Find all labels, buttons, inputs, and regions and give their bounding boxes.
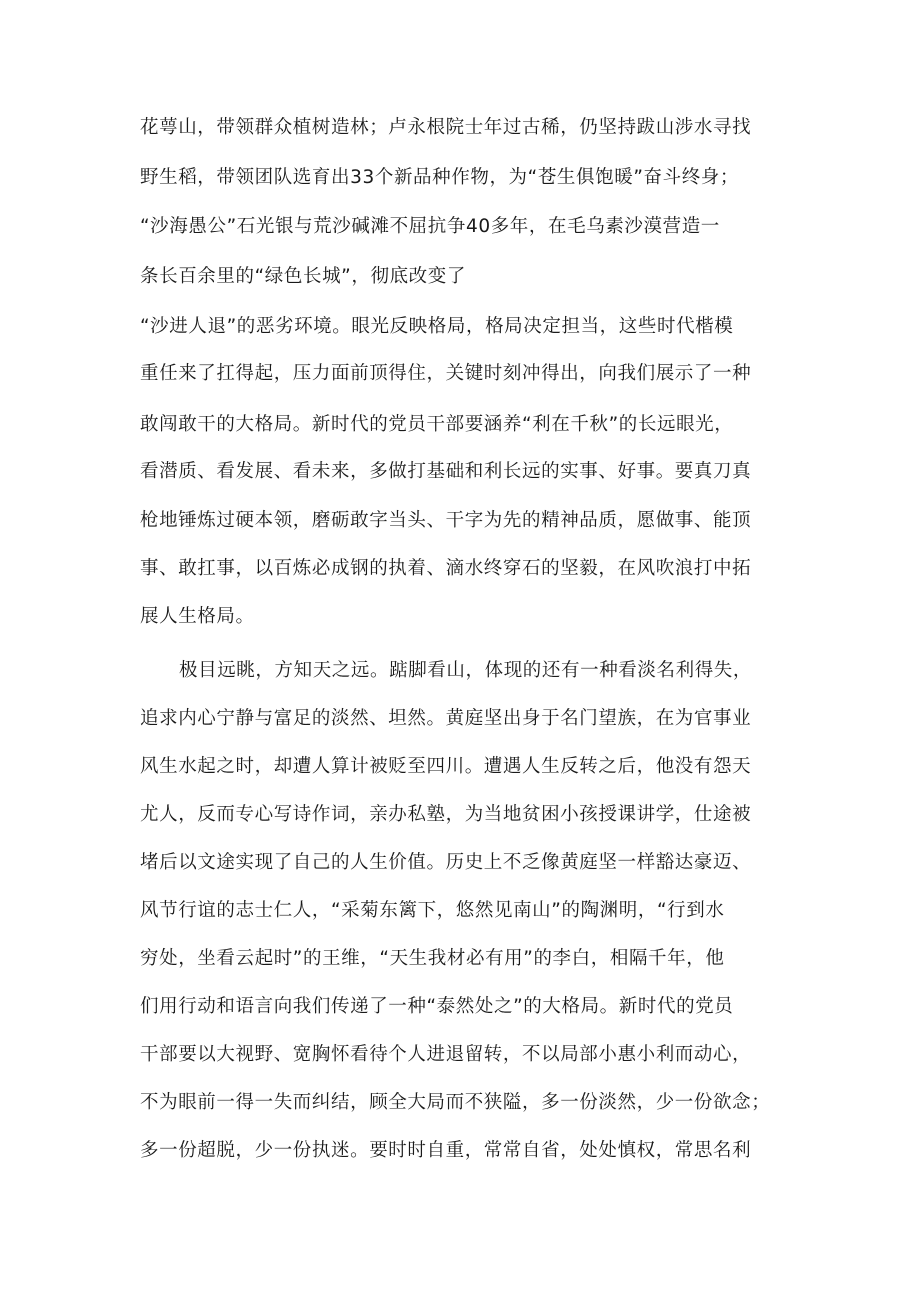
text-line: 条长百余里的“绿色长城”，彻底改变了 — [140, 266, 466, 287]
text-line: “沙进人退”的恶劣环境。眼光反映格局，格局决定担当，这些时代楷模 — [140, 316, 734, 337]
text-line: 展人生格局。 — [140, 606, 255, 627]
text-line: “沙海愚公”石光银与荒沙碱滩不屈抗争40多年，在毛乌素沙漠营造一 — [140, 216, 720, 237]
text-line: 尤人，反而专心写诗作词，亲办私塾，为当地贫困小孩授课讲学，仕途被 — [140, 804, 752, 825]
paragraph-first-line: 极目远眺，方知天之远。踮脚看山，体现的还有一种看淡名利得失， — [179, 660, 753, 681]
text-line: 花萼山，带领群众植树造林；卢永根院士年过古稀，仍坚持跋山涉水寻找 — [140, 117, 752, 138]
text-line: 敢闯敢干的大格局。新时代的党员干部要涵养“利在千秋”的长远眼光， — [140, 414, 734, 435]
text-line: 枪地锤炼过硬本领，磨砺敢字当头、干字为先的精神品质，愿做事、能顶 — [140, 510, 752, 531]
text-line: 风节行谊的志士仁人，“采菊东篱下，悠然见南山”的陶渊明，“行到水 — [140, 900, 725, 921]
text-line: 重任来了扛得起，压力面前顶得住，关键时刻冲得出，向我们展示了一种 — [140, 363, 752, 384]
text-line: 野生稻，带领团队选育出33个新品种作物，为“苍生俱饱暖”奋斗终身； — [140, 167, 740, 188]
text-line: 多一份超脱，少一份执迷。要时时自重，常常自省，处处慎权，常思名利 — [140, 1140, 752, 1161]
text-line: 风生水起之时，却遭人算计被贬至四川。遭遇人生反转之后，他没有怨天 — [140, 756, 752, 777]
text-line: 不为眼前一得一失而纠结，顾全大局而不狭隘，多一份淡然，少一份欲念； — [140, 1092, 771, 1113]
text-line: 看潜质、看发展、看未来，多做打基础和利长远的实事、好事。要真刀真 — [140, 461, 752, 482]
text-line: 穷处，坐看云起时”的王维，“天生我材必有用”的李白，相隔千年，他 — [140, 948, 725, 969]
text-line: 事、敢扛事，以百炼必成钢的执着、滴水终穿石的坚毅，在风吹浪打中拓 — [140, 558, 752, 579]
text-line: 堵后以文途实现了自己的人生价值。历史上不乏像黄庭坚一样豁达豪迈、 — [140, 852, 752, 873]
text-line: 们用行动和语言向我们传递了一种“泰然处之”的大格局。新时代的党员 — [140, 996, 734, 1017]
text-line: 追求内心宁静与富足的淡然、坦然。黄庭坚出身于名门望族，在为官事业 — [140, 708, 752, 729]
text-line: 干部要以大视野、宽胸怀看待个人进退留转，不以局部小惠小利而动心， — [140, 1044, 752, 1065]
